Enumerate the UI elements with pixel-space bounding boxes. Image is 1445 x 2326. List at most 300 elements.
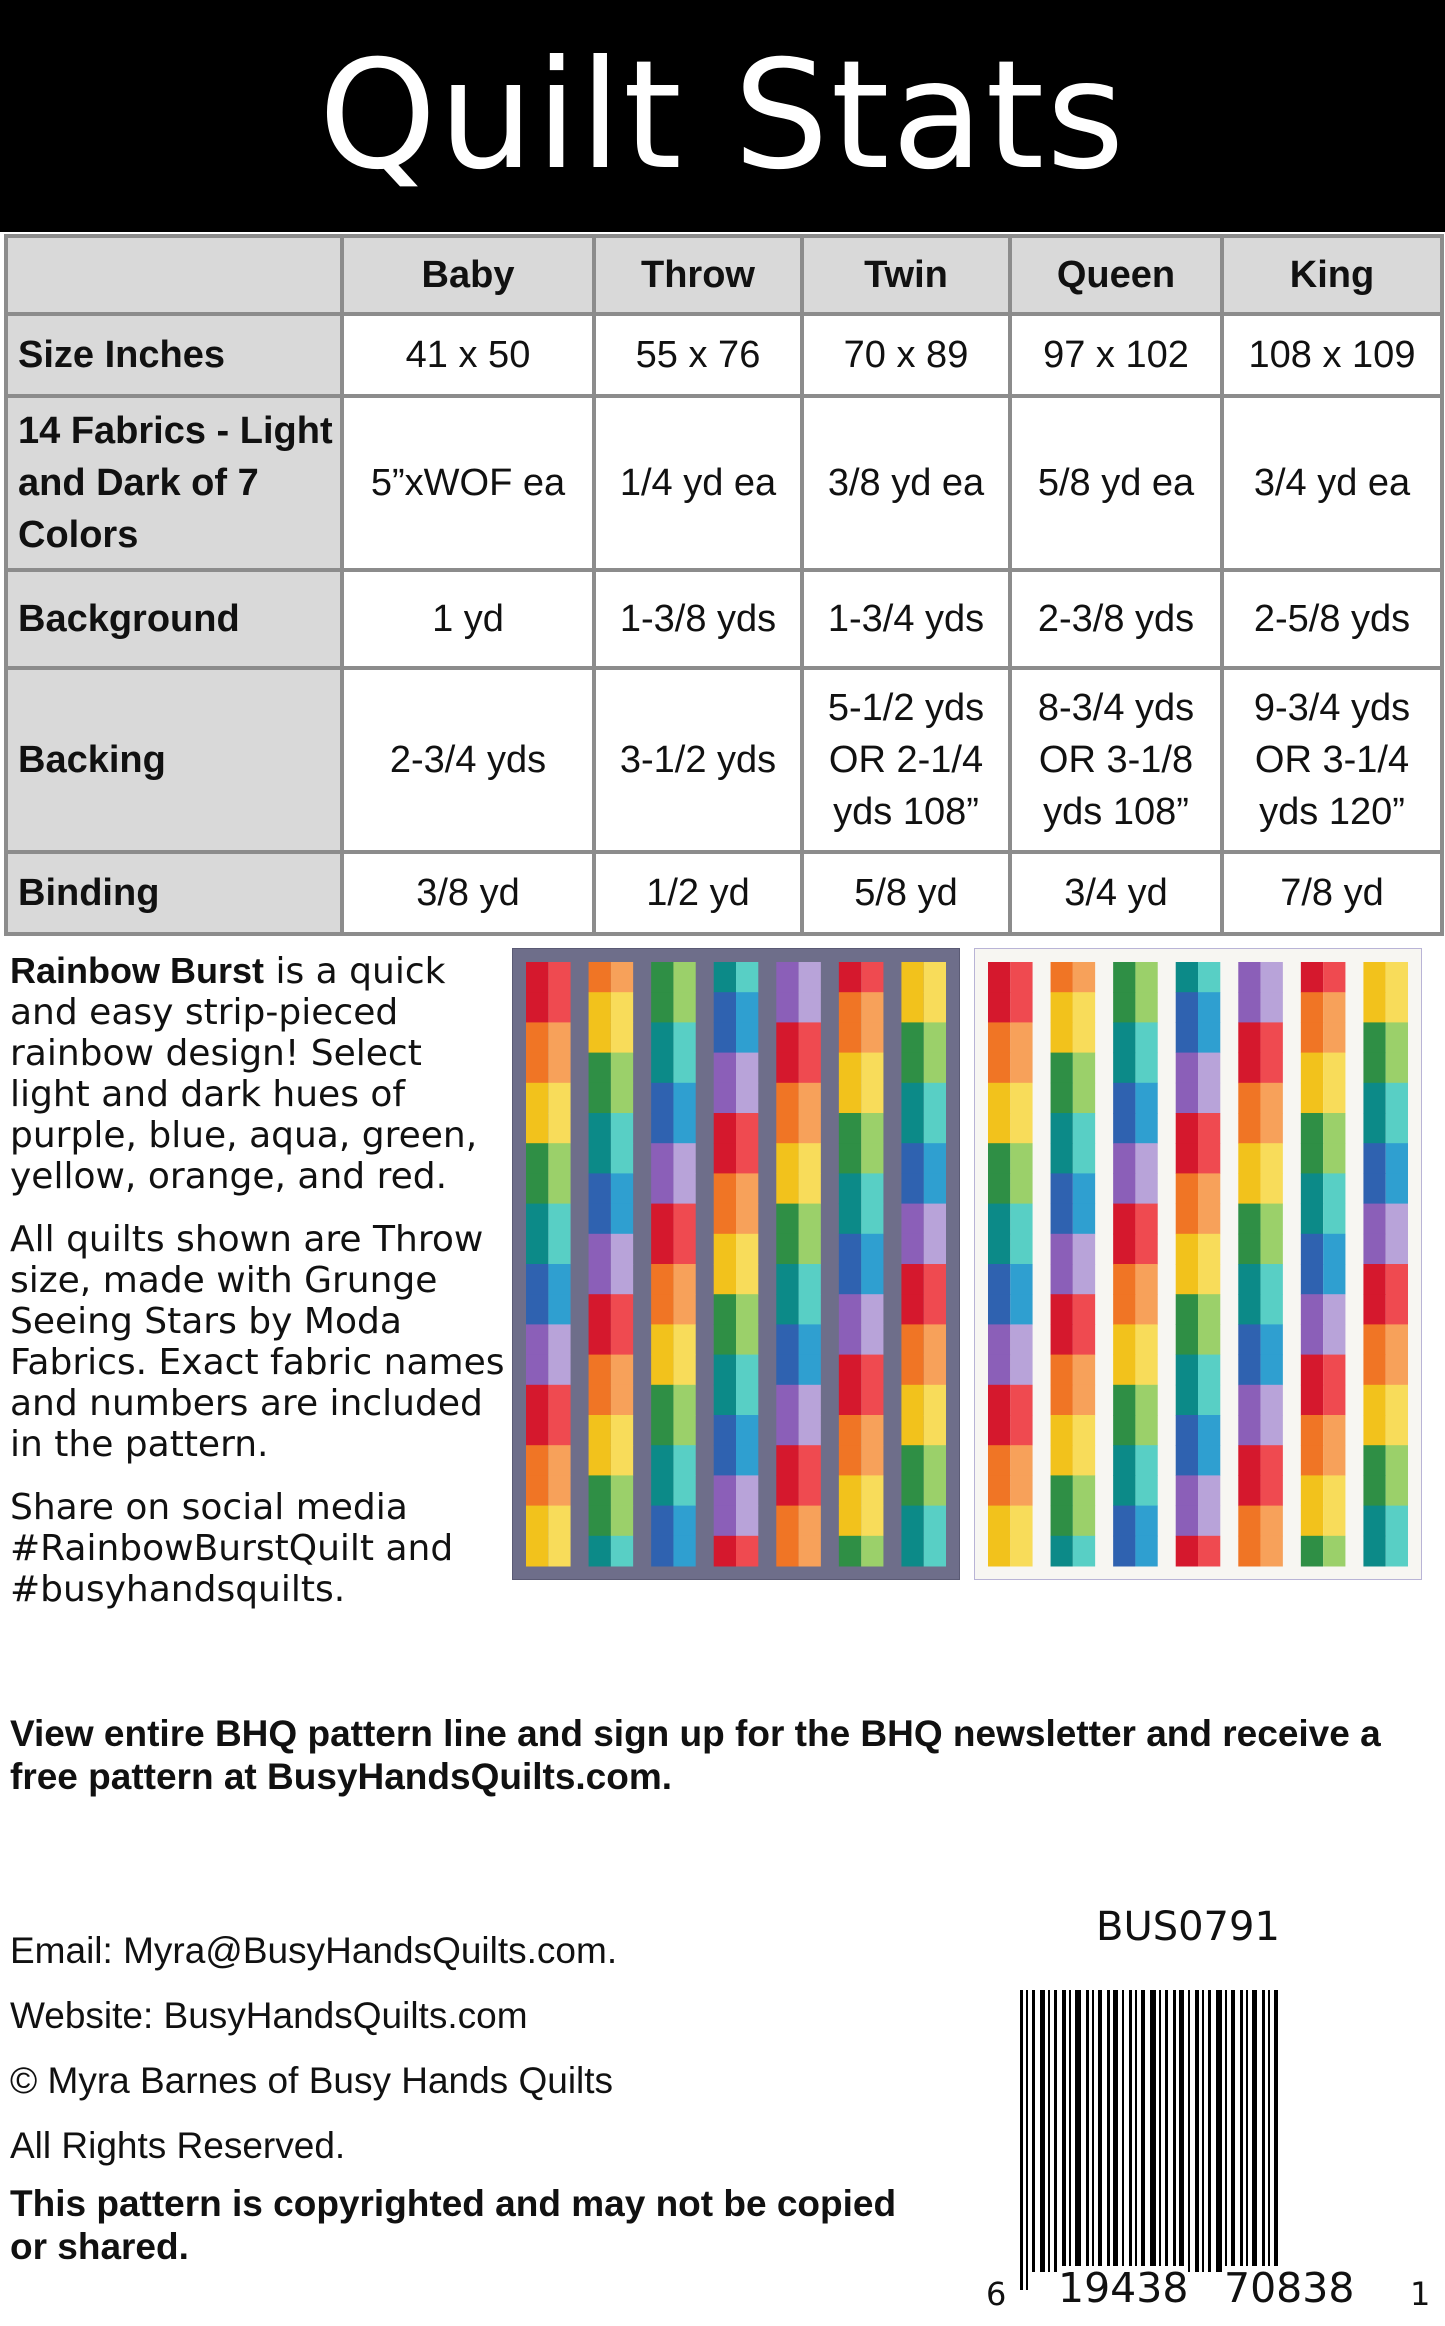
quilt-block: [651, 1445, 673, 1476]
quilt-block: [861, 1324, 883, 1355]
quilt-block: [1176, 1234, 1198, 1265]
quilt-block: [1135, 1083, 1157, 1114]
quilt-block: [1051, 1053, 1073, 1084]
quilt-block: [799, 1506, 821, 1537]
quilt-block: [988, 1506, 1010, 1537]
quilt-block: [901, 1324, 923, 1355]
quilt-block: [1198, 962, 1220, 993]
quilt-block: [776, 1506, 798, 1537]
quilt-block: [1386, 1053, 1408, 1084]
quilt-block: [673, 962, 695, 993]
quilt-block: [1135, 1385, 1157, 1416]
quilt-block: [1386, 1415, 1408, 1446]
quilt-block: [1010, 1204, 1032, 1235]
intro-text: is a quick and easy strip-pieced rainbow design! Select light and dark hues of purple, blue, aqua, green, yellow, orange, and red.: [10, 951, 478, 1197]
quilt-block: [526, 1385, 548, 1416]
quilt-block: [1073, 1355, 1095, 1386]
quilt-block: [1176, 1022, 1198, 1053]
quilt-block: [1073, 1264, 1095, 1295]
quilt-block: [1113, 1324, 1135, 1355]
quilt-block: [1301, 1113, 1323, 1144]
quilt-block: [1073, 1173, 1095, 1204]
quilt-block: [548, 1173, 570, 1204]
quilt-block: [589, 1204, 611, 1235]
quilt-block: [589, 1324, 611, 1355]
quilt-block: [651, 1415, 673, 1446]
quilt-block: [651, 1355, 673, 1386]
barcode-bar: [1075, 1990, 1081, 2272]
quilt-block: [839, 1143, 861, 1174]
quilt-block: [1198, 1264, 1220, 1295]
quilt-block: [589, 1143, 611, 1174]
quilt-block: [861, 1053, 883, 1084]
quilt-block: [1261, 1113, 1283, 1144]
quilt-block: [839, 1445, 861, 1476]
quilt-block: [589, 1173, 611, 1204]
quilt-block: [1073, 1022, 1095, 1053]
quilt-block: [714, 1445, 736, 1476]
quilt-block: [1261, 1506, 1283, 1537]
table-cell: 55 x 76: [594, 314, 802, 396]
quilt-block: [988, 1234, 1010, 1265]
quilt-block: [988, 1113, 1010, 1144]
quilt-block: [1176, 1143, 1198, 1174]
newsletter-call-to-action: View entire BHQ pattern line and sign up for the BHQ newsletter and receive a free pattern at BusyHandsQuilts.com.: [10, 1713, 1381, 1797]
quilt-block: [1176, 1264, 1198, 1295]
quilt-block: [589, 1536, 611, 1567]
barcode-bar: [1202, 1990, 1204, 2272]
quilt-block: [548, 992, 570, 1023]
quilt-block: [1113, 1294, 1135, 1325]
quilt-block: [1363, 1324, 1385, 1355]
quilt-block: [736, 1083, 758, 1114]
barcode-bar: [1135, 1990, 1137, 2272]
barcode-bar: [1274, 1990, 1278, 2290]
quilt-block: [799, 1173, 821, 1204]
quilt-block: [589, 1415, 611, 1446]
quilt-block: [799, 1355, 821, 1386]
table-row: [6, 852, 1442, 934]
quilt-block: [526, 1324, 548, 1355]
quilt-block: [673, 1022, 695, 1053]
quilt-block: [1073, 1113, 1095, 1144]
quilt-block: [861, 1022, 883, 1053]
quilt-block: [1238, 1536, 1260, 1567]
quilt-block: [776, 1536, 798, 1567]
table-cell: 3/4 yd ea: [1222, 396, 1442, 570]
quilt-block: [1073, 1385, 1095, 1416]
quilt-block: [651, 1506, 673, 1537]
quilt-block: [839, 1294, 861, 1325]
quilt-block: [1261, 1385, 1283, 1416]
quilt-block: [526, 1083, 548, 1114]
quilt-block: [1198, 1536, 1220, 1567]
quilt-block: [611, 1143, 633, 1174]
quilt-block: [1073, 1324, 1095, 1355]
quilt-block: [924, 1415, 946, 1446]
quilt-block: [924, 1113, 946, 1144]
quilt-block: [1238, 1083, 1260, 1114]
quilt-block: [924, 1294, 946, 1325]
quilt-block: [1386, 1113, 1408, 1144]
quilt-block: [1010, 1264, 1032, 1295]
table-cell: 2-5/8 yds: [1222, 570, 1442, 668]
quilt-block: [673, 1113, 695, 1144]
quilt-block: [1135, 1143, 1157, 1174]
quilt-block: [1363, 1083, 1385, 1114]
quilt-block: [1198, 1355, 1220, 1386]
quilt-block: [1073, 1475, 1095, 1506]
quilt-block: [1135, 1294, 1157, 1325]
quilt-block: [1238, 1445, 1260, 1476]
quilt-block: [526, 1475, 548, 1506]
quilt-block: [1301, 1294, 1323, 1325]
quilt-block: [1051, 1083, 1073, 1114]
quilt-block: [714, 1022, 736, 1053]
barcode-bar: [1020, 1990, 1023, 2290]
quilt-block: [1176, 1385, 1198, 1416]
quilt-block: [776, 992, 798, 1023]
quilt-block: [714, 1415, 736, 1446]
quilt-block: [589, 1385, 611, 1416]
quilt-block: [1261, 1234, 1283, 1265]
barcode-bar: [1113, 1990, 1118, 2272]
quilt-block: [1386, 1324, 1408, 1355]
table-cell: 5-1/2 yds OR 2-1/4 yds 108”: [802, 668, 1010, 852]
quilt-block: [1176, 1355, 1198, 1386]
quilt-block: [861, 1143, 883, 1174]
quilt-block: [901, 1475, 923, 1506]
quilt-block: [1198, 1022, 1220, 1053]
quilt-block: [1386, 1264, 1408, 1295]
barcode-bar: [1165, 1990, 1168, 2272]
quilt-block: [714, 1113, 736, 1144]
quilt-block: [1198, 1113, 1220, 1144]
quilt-block: [776, 1324, 798, 1355]
quilt-block: [988, 1415, 1010, 1446]
quilt-block: [1363, 1385, 1385, 1416]
quilt-stats-table: [4, 234, 1444, 936]
quilt-block: [736, 1415, 758, 1446]
quilt-block: [839, 1204, 861, 1235]
quilt-block: [548, 1113, 570, 1144]
quilt-block: [1010, 1053, 1032, 1084]
barcode-digits-group1: 19438: [1058, 2264, 1189, 2312]
quilt-block: [1010, 962, 1032, 993]
quilt-block: [1323, 1294, 1345, 1325]
quilt-block: [673, 1445, 695, 1476]
quilt-block: [526, 1113, 548, 1144]
quilt-block: [839, 1264, 861, 1295]
quilt-block: [839, 1536, 861, 1567]
quilt-block: [1301, 1385, 1323, 1416]
quilt-block: [1113, 1536, 1135, 1567]
quilt-block: [1301, 1143, 1323, 1174]
quilt-block: [673, 1083, 695, 1114]
quilt-block: [1073, 1415, 1095, 1446]
quilt-block: [1363, 1445, 1385, 1476]
quilt-block: [611, 1173, 633, 1204]
quilt-block: [1198, 1445, 1220, 1476]
quilt-block: [589, 1234, 611, 1265]
quilt-block: [1386, 1022, 1408, 1053]
copyright-line: © Myra Barnes of Busy Hands Quilts: [10, 2060, 614, 2101]
quilt-block: [1323, 1536, 1345, 1567]
quilt-block: [1010, 1385, 1032, 1416]
quilt-block: [673, 1234, 695, 1265]
quilt-block: [1238, 992, 1260, 1023]
quilt-block: [1010, 1234, 1032, 1265]
quilt-block: [1198, 1506, 1220, 1537]
quilt-block: [924, 1355, 946, 1386]
quilt-block: [861, 992, 883, 1023]
quilt-block: [988, 1324, 1010, 1355]
quilt-block: [901, 1083, 923, 1114]
quilt-block: [1323, 1445, 1345, 1476]
page-title: Quilt Stats: [318, 29, 1127, 203]
quilt-block: [548, 1355, 570, 1386]
column-header: King: [1222, 236, 1442, 314]
quilt-block: [1323, 1234, 1345, 1265]
quilt-block: [1135, 1355, 1157, 1386]
quilt-block: [526, 1264, 548, 1295]
quilt-block: [736, 1264, 758, 1295]
quilt-block: [1386, 962, 1408, 993]
quilt-block: [589, 1445, 611, 1476]
quilt-block: [1386, 1536, 1408, 1567]
quilt-block: [1113, 1506, 1135, 1537]
quilt-block: [776, 962, 798, 993]
rights-line: All Rights Reserved.: [10, 2125, 346, 2166]
quilt-block: [901, 1506, 923, 1537]
quilt-block: [651, 1264, 673, 1295]
quilt-block: [901, 1294, 923, 1325]
quilt-block: [548, 1536, 570, 1567]
quilt-block: [589, 1294, 611, 1325]
quilt-block: [839, 1113, 861, 1144]
table-cell: 108 x 109: [1222, 314, 1442, 396]
quilt-block: [1176, 1506, 1198, 1537]
quilt-block: [1261, 1264, 1283, 1295]
quilt-block: [1073, 1083, 1095, 1114]
quilt-block: [1010, 1143, 1032, 1174]
quilt-block: [673, 1536, 695, 1567]
quilt-block: [1073, 1053, 1095, 1084]
quilt-block: [1198, 1475, 1220, 1506]
quilt-block: [673, 1475, 695, 1506]
quilt-block: [1238, 1234, 1260, 1265]
barcode-bar: [1098, 1990, 1102, 2272]
quilt-block: [901, 1234, 923, 1265]
quilt-block: [799, 1536, 821, 1567]
quilt-block: [526, 1415, 548, 1446]
quilt-block: [1386, 992, 1408, 1023]
quilt-block: [1135, 1053, 1157, 1084]
quilt-block: [1301, 992, 1323, 1023]
quilt-block: [1386, 1506, 1408, 1537]
quilt-block: [589, 1355, 611, 1386]
barcode-bar: [1216, 1990, 1222, 2272]
table-cell: 3/8 yd: [342, 852, 594, 934]
quilt-block: [1198, 1415, 1220, 1446]
quilt-block: [1238, 1173, 1260, 1204]
quilt-block: [526, 962, 548, 993]
quilt-block: [651, 1173, 673, 1204]
quilt-block: [1238, 1022, 1260, 1053]
quilt-block: [1010, 1475, 1032, 1506]
quilt-block: [589, 1053, 611, 1084]
quilt-block: [1238, 1264, 1260, 1295]
quilt-block: [988, 1475, 1010, 1506]
quilt-block: [714, 1234, 736, 1265]
quilt-block: [924, 1506, 946, 1537]
quilt-block: [1073, 1445, 1095, 1476]
quilt-block: [1073, 1506, 1095, 1537]
quilt-block: [1135, 1204, 1157, 1235]
quilt-block: [526, 1355, 548, 1386]
quilt-block: [776, 1113, 798, 1144]
pattern-name: Rainbow Burst: [10, 950, 265, 991]
quilt-block: [924, 1475, 946, 1506]
quilt-block: [1261, 962, 1283, 993]
quilt-block: [1261, 1294, 1283, 1325]
quilt-block: [1010, 1445, 1032, 1476]
quilt-block: [839, 1234, 861, 1265]
quilt-block: [1301, 1234, 1323, 1265]
quilt-block: [799, 1385, 821, 1416]
quilt-block: [861, 1113, 883, 1144]
quilt-block: [548, 1506, 570, 1537]
quilt-block: [1198, 1083, 1220, 1114]
quilt-block: [1301, 1204, 1323, 1235]
quilt-block: [1073, 1143, 1095, 1174]
quilt-block: [1386, 1204, 1408, 1235]
quilt-block: [1113, 962, 1135, 993]
upc-barcode: [980, 1990, 1430, 2320]
quilt-block: [1386, 1143, 1408, 1174]
quilt-block: [1301, 1083, 1323, 1114]
quilt-block: [1051, 1113, 1073, 1144]
quilt-block: [988, 1143, 1010, 1174]
quilt-block: [673, 1204, 695, 1235]
quilt-block: [799, 1324, 821, 1355]
quilt-block: [924, 962, 946, 993]
quilt-block: [1135, 1113, 1157, 1144]
quilt-block: [651, 1294, 673, 1325]
column-header: Queen: [1010, 236, 1222, 314]
quilt-block: [1238, 1475, 1260, 1506]
table-cell: 1-3/4 yds: [802, 570, 1010, 668]
quilt-block: [1051, 1324, 1073, 1355]
quilt-block: [776, 1234, 798, 1265]
quilt-block: [1010, 1506, 1032, 1537]
quilt-block: [988, 1536, 1010, 1567]
quilt-block: [924, 1385, 946, 1416]
quilt-block: [736, 1022, 758, 1053]
quilt-block: [673, 1324, 695, 1355]
quilt-block: [1113, 1445, 1135, 1476]
quilt-block: [1261, 1053, 1283, 1084]
quilt-block: [1363, 1355, 1385, 1386]
quilt-block: [1261, 1445, 1283, 1476]
quilt-block: [1176, 1113, 1198, 1144]
quilt-block: [526, 1234, 548, 1265]
barcode-bar: [1231, 1990, 1235, 2272]
quilt-block: [611, 1506, 633, 1537]
table-cell: 2-3/4 yds: [342, 668, 594, 852]
intro-paragraph: [10, 950, 510, 1197]
quilt-block: [651, 1113, 673, 1144]
quilt-block: [1301, 1324, 1323, 1355]
quilt-block: [736, 1355, 758, 1386]
quilt-block: [1176, 1324, 1198, 1355]
quilt-block: [1051, 1173, 1073, 1204]
quilt-block: [1386, 1475, 1408, 1506]
quilt-block: [776, 1294, 798, 1325]
quilt-block: [611, 1053, 633, 1084]
quilt-block: [1176, 1536, 1198, 1567]
quilt-block: [1363, 1294, 1385, 1325]
quilt-block: [526, 1294, 548, 1325]
quilt-block: [901, 962, 923, 993]
barcode-bars: [980, 1990, 1430, 2320]
barcode-bar: [1032, 1990, 1035, 2272]
quilt-block: [839, 1324, 861, 1355]
quilt-block: [673, 1506, 695, 1537]
quilt-block: [589, 1264, 611, 1295]
table-row: [6, 314, 1442, 396]
barcode-bar: [1107, 1990, 1110, 2272]
quilt-block: [839, 962, 861, 993]
quilt-block: [611, 1536, 633, 1567]
quilt-block: [861, 962, 883, 993]
quilt-block: [714, 1475, 736, 1506]
quilt-block: [1323, 1083, 1345, 1114]
quilt-block: [1113, 1053, 1135, 1084]
quilt-block: [714, 992, 736, 1023]
quilt-block: [776, 1355, 798, 1386]
quilt-block: [1323, 1022, 1345, 1053]
quilt-block: [901, 1385, 923, 1416]
barcode-bar: [1150, 1990, 1156, 2290]
quilt-block: [736, 1234, 758, 1265]
quilt-block: [1261, 1475, 1283, 1506]
barcode-bar: [1048, 1990, 1050, 2272]
quilt-block: [548, 1294, 570, 1325]
quilt-block: [1301, 1264, 1323, 1295]
barcode-bar: [1268, 1990, 1270, 2290]
quilt-block: [1301, 1445, 1323, 1476]
quilt-block: [611, 1415, 633, 1446]
quilt-block: [1363, 1234, 1385, 1265]
quilt-block: [611, 1204, 633, 1235]
table-cell: 3/8 yd ea: [802, 396, 1010, 570]
quilt-block: [1323, 1143, 1345, 1174]
quilt-block: [714, 1385, 736, 1416]
quilt-image-gray-background: [512, 948, 960, 1580]
quilt-block: [526, 1022, 548, 1053]
quilt-block: [1198, 1234, 1220, 1265]
quilt-block: [1301, 1022, 1323, 1053]
quilt-block: [1238, 1355, 1260, 1386]
quilt-block: [1363, 962, 1385, 993]
quilt-block: [839, 1355, 861, 1386]
barcode-bar: [1159, 1990, 1161, 2272]
quilt-block: [1363, 1204, 1385, 1235]
quilt-block: [1386, 1385, 1408, 1416]
barcode-bar: [1062, 1990, 1066, 2272]
quilt-block: [799, 1022, 821, 1053]
